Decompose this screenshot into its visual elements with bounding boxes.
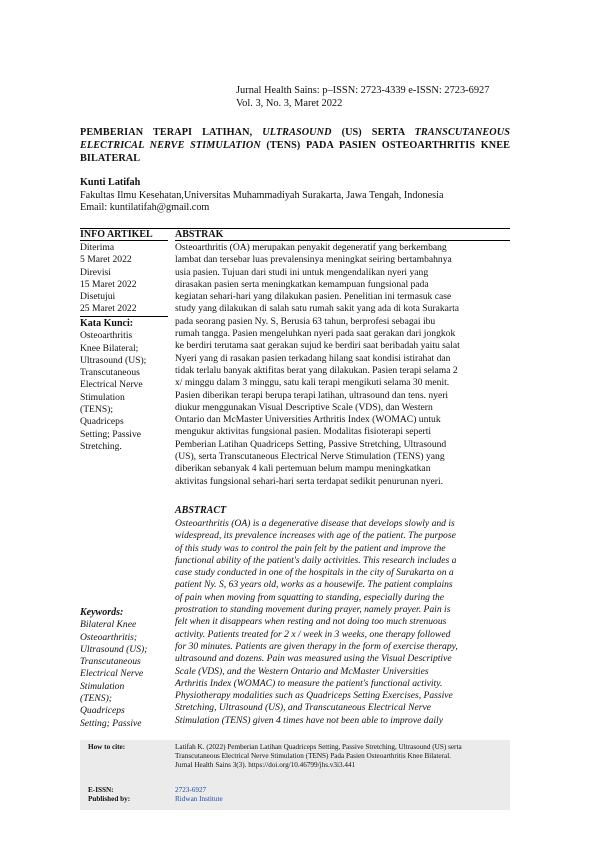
cite-label: How to cite:	[88, 743, 126, 751]
keyword-line: Transcutaneous	[80, 656, 141, 668]
abstract-line: activity. Patients treated for 2 x / week in 3 weeks, one therapy followed	[175, 628, 451, 640]
info-heading-text: INFO ARTIKEL	[80, 229, 153, 240]
abstract-line: Osteoarthritis (OA) is a degenerative disease that develops slowly and is	[175, 518, 455, 529]
keyword-line: Stimulation	[80, 680, 125, 692]
abstract-line: functional ability of the patient's daily activities. This research includes a	[175, 554, 457, 566]
title-segment: PEMBERIAN TERAPI LATIHAN,	[80, 127, 263, 138]
abstract-line: prostration to standing movement during prayer, namely prayer. Pain is	[175, 604, 451, 616]
abstract-line: Scale (VDS), and the Western Ontario and McMaster Universities	[175, 665, 429, 677]
author-affiliation: Fakultas Ilmu Kesehatan,Universitas Muhammadiyah Surakarta, Jawa Tengah, Indonesia	[80, 189, 444, 201]
keyword-line: (TENS);	[80, 693, 112, 705]
abstract-line: diberikan sebanyak 4 kali pertemuan belum mampu meningkatkan	[175, 463, 431, 475]
title-segment: ULTRASOUND	[262, 127, 332, 138]
abstract-line: Nyeri yang di rasakan pasien terkadang hilang saat kondisi istirahat dan	[175, 352, 451, 364]
abstract-heading	[175, 505, 510, 517]
author-name: Kunti Latifah	[80, 177, 141, 188]
abstract-line: case study conducted in one of the hospitals in the city of Surakarta on a	[175, 567, 454, 579]
kata-kunci-line: Knee Bilateral;	[80, 342, 139, 354]
abstrak-heading	[175, 229, 510, 241]
keyword-line: Setting; Passive	[80, 717, 142, 729]
abstract-line: x/ minggu dalam 3 minggu, satu kali terapi mengikuti selama 30 menit.	[175, 377, 450, 389]
eissn-value: 2723-6927	[175, 786, 207, 794]
eissn-label: E-ISSN:	[88, 786, 114, 794]
kata-kunci-block	[80, 318, 168, 453]
keyword-line: Electrical Nerve	[80, 668, 144, 680]
abstract-line: tidak terlalu banyak aktifitas berat yang dilakukan. Pasien terapi selama 2	[175, 364, 458, 376]
kata-kunci-line: Ultrasound (US);	[80, 354, 147, 366]
abstract-line: Pemberian Latihan Quadriceps Setting, Passive Stretching, Ultrasound	[175, 438, 447, 450]
abstract-line: Stimulation (TENS) given 4 times have not been able to improve daily	[175, 714, 443, 726]
abstract-line: lambat dan tersebar luas prevalensinya meningkat seiring bertambahnya	[175, 254, 452, 266]
kata-kunci-line: Transcutaneous	[80, 367, 140, 379]
kata-kunci-line: Electrical Nerve	[80, 379, 143, 391]
keywords-block	[80, 607, 168, 730]
kata-kunci-line: (TENS);	[80, 404, 114, 416]
abstract-line: patient Ny. S, 63 years old, works as a housewife. The patient complains	[175, 579, 453, 591]
abstract-line: aktivitas fungsional sehari-hari serta terdapat sedikit penurunan nyeri.	[175, 475, 444, 487]
abstrak-heading-text: ABSTRAK	[175, 229, 224, 240]
abstract-line: (US), serta Transcutaneous Electrical Nerve Stimulation (TENS) yang	[175, 451, 445, 463]
abstract-heading-text: ABSTRACT	[175, 505, 227, 516]
abstract-line: Arthritis Index (WOMAC) to measure the patient's functional activity.	[175, 677, 443, 689]
abstract-line: Pasien diberikan terapi berupa terapi latihan, ultrasound dan tens. nyeri	[175, 389, 449, 401]
publisher-label: Published by:	[88, 795, 131, 803]
abstract-line: usia pasien. Tujuan dari studi ini untuk mengendalikan nyeri yang	[175, 266, 429, 278]
abstract-line: of pain when moving from squatting to standing, especially during the	[175, 591, 445, 603]
abstract-line: Stretching, Ultrasound (US), and Transcutaneous Electrical Nerve	[175, 702, 431, 714]
revised-date: 15 Maret 2022	[80, 278, 137, 290]
abstract-line: diukur menggunakan Visual Descriptive Scale (VDS), dan Western	[175, 401, 433, 413]
abstract-line: rumah tangga. Pasien mengeluhkan nyeri pada saat gerakan dari jongkok	[175, 328, 456, 340]
abstract-line: pada seorang pasien Ny. S, Berusia 63 tahun, berprofesi sebagai ibu	[175, 315, 436, 327]
cite-line: Latifah K. (2022) Pemberian Latihan Quadriceps Setting, Passive Stretching, Ultrasound (US) serta	[175, 743, 462, 751]
info-dates-rule	[80, 316, 168, 317]
abstract-line: ultrasound and dozens. Pain was measured using the Visual Descriptive	[175, 653, 452, 665]
abstract-line: kegiatan sehari-hari yang dilakukan pasien. Penelitian ini termasuk case	[175, 291, 452, 303]
kata-kunci-line: Stretching.	[80, 440, 122, 452]
abstract-line: widespread, its prevalence increases with age of the patient. The purpose	[175, 530, 456, 542]
abstract-line: mengukur aktivitas fungsional pasien. Modalitas fisioterapi seperti	[175, 426, 432, 438]
cite-text	[175, 743, 505, 770]
abstract-line: of this study was to control the pain felt by the patient and improve the	[175, 542, 446, 554]
keyword-line: Quadriceps	[80, 705, 125, 717]
journal-info	[236, 84, 489, 110]
revised-label: Direvisi	[80, 266, 111, 278]
abstrak-body	[175, 242, 510, 488]
cite-line[interactable]: Jurnal Health Sains 3(3). https://doi.org/10.46799/jhs.v3i3.441	[175, 761, 356, 769]
kata-kunci-line: Quadriceps	[80, 416, 124, 428]
author-email[interactable]: Email: kuntilatifah@gmail.com	[80, 202, 210, 213]
title-segment: (US) SERTA	[331, 127, 415, 138]
received-label: Diterima	[80, 242, 115, 253]
keywords-label: Keywords:	[80, 607, 124, 618]
abstract-line: felt when it disappears when resting and not doing too much strenuous	[175, 616, 447, 628]
kata-kunci-line: Setting; Passive	[80, 428, 142, 440]
abstract-body	[175, 518, 510, 727]
accepted-date: 25 Maret 2022	[80, 303, 137, 315]
article-dates	[80, 242, 168, 316]
kata-kunci-line: Osteoarthritis	[80, 330, 133, 342]
title-segment: TRANSCUTANEOUS ELECTRICAL NERVE STIMULATION	[80, 127, 510, 151]
abstract-line: Ontario dan McMaster Universities Arthritis Index (WOMAC) untuk	[175, 414, 441, 426]
abstract-line: study yang dilakukan di salah satu rumah sakit yang ada di kota Surakarta	[175, 303, 460, 315]
keyword-line: Osteoarthritis;	[80, 631, 138, 643]
title-segment: (TENS) PADA PASIEN OSTEOARTHRITIS KNEE BILATERAL	[80, 140, 510, 164]
abstract-line: for 30 minutes. Patients are given therapy in the form of exercise therapy,	[175, 640, 458, 652]
abstract-line: Physiotherapy modalities such as Quadriceps Setting Exercises, Passive	[175, 690, 453, 702]
kata-kunci-line: Stimulation	[80, 391, 125, 403]
journal-volume-line: Vol. 3, No. 3, Maret 2022	[236, 98, 343, 109]
journal-issn-line: Jurnal Health Sains: p–ISSN: 2723-4339 e-ISSN: 2723-6927	[236, 85, 490, 96]
kata-kunci-label: Kata Kunci:	[80, 318, 134, 329]
abstract-line: ke berdiri terutama saat gerakan sujud ke berdiri saat beribadah yaitu salat	[175, 340, 460, 352]
accepted-label: Disetujui	[80, 291, 116, 303]
keyword-line: Ultrasound (US);	[80, 643, 148, 655]
publisher-value[interactable]: Ridwan Institute	[175, 795, 223, 803]
author-block	[80, 177, 444, 215]
received-date: 5 Maret 2022	[80, 254, 132, 266]
paper-title	[80, 126, 510, 165]
abstract-line: dirasakan pasien serta meningkatkan kemampuan fungsional pada	[175, 278, 429, 290]
keyword-line: Bilateral Knee	[80, 619, 137, 631]
abstract-line: Osteoarthritis (OA) merupakan penyakit degeneratif yang berkembang	[175, 242, 447, 253]
citation-box	[80, 740, 510, 810]
cite-line: Transcutaneous Electrical Nerve Stimulation (TENS) Pada Pasien Osteoarthritis Knee Bilateral.	[175, 752, 451, 760]
info-heading	[80, 229, 168, 241]
